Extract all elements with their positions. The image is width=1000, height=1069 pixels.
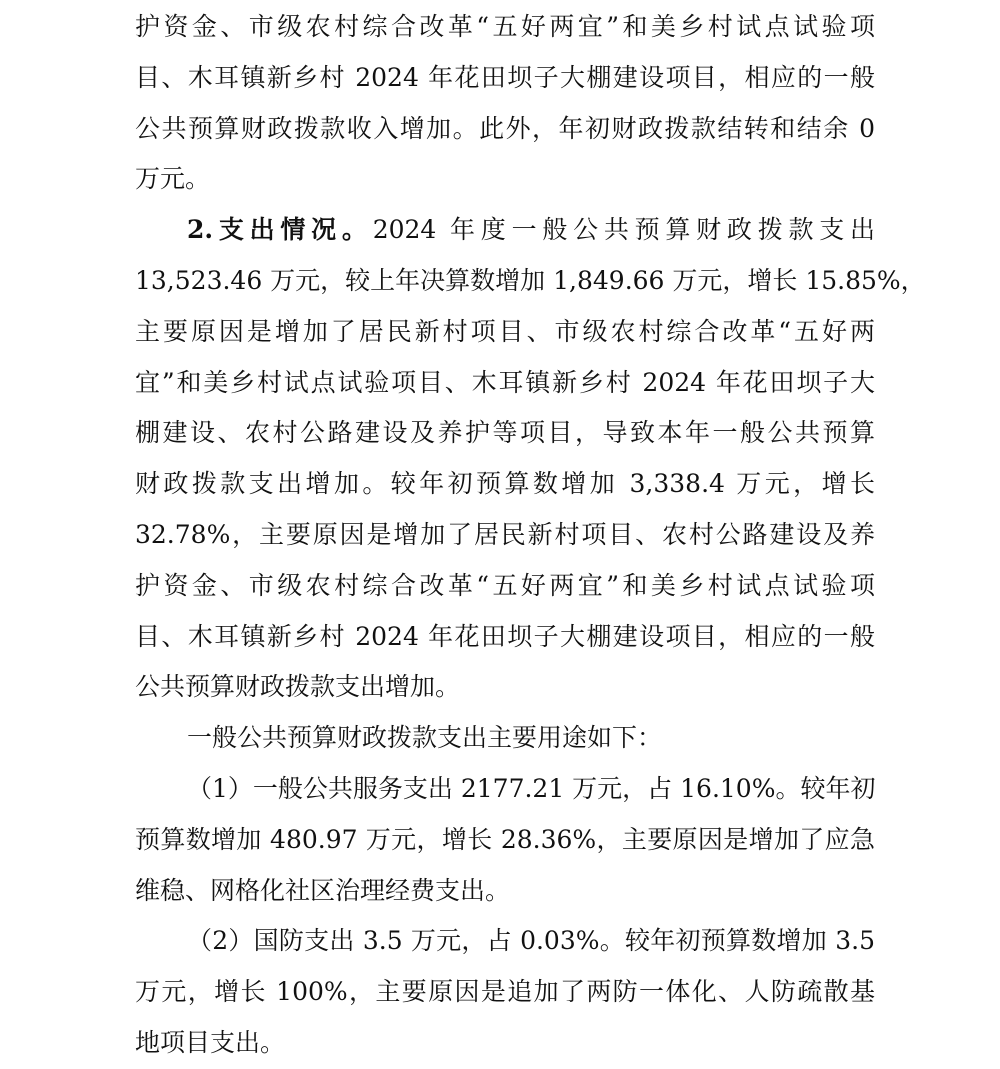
- text-line: 一般公共预算财政拨款支出主要用途如下：: [187, 723, 663, 753]
- text-line: 主要原因是增加了居民新村项目、市级农村综合改革“五好两: [135, 316, 875, 346]
- text-span: 2024 年度一般公共预算财政拨款支出: [372, 215, 875, 245]
- text-line: 公共预算财政拨款收入增加。此外，年初财政拨款结转和结余 0: [135, 113, 875, 143]
- text-line: 地项目支出。: [135, 1027, 286, 1057]
- paragraph-expenditure: [135, 203, 926, 711]
- text-line: 万元。: [135, 164, 211, 194]
- text-line: 公共预算财政拨款支出增加。: [135, 672, 461, 702]
- text-line: 护资金、市级农村综合改革“五好两宜”和美乡村试点试验项: [135, 570, 875, 600]
- text-line: 财政拨款支出增加。较年初预算数增加 3,338.4 万元，增长: [135, 469, 875, 499]
- paragraph-item-1: [135, 762, 875, 914]
- document-page: [135, 0, 926, 1067]
- text-line: 32.78%，主要原因是增加了居民新村项目、农村公路建设及养: [135, 519, 875, 549]
- paragraph-item-2: [135, 914, 875, 1066]
- text-line: 目、木耳镇新乡村 2024 年花田坝子大棚建设项目，相应的一般: [135, 621, 875, 651]
- section-heading: 2.支出情况。: [187, 215, 373, 245]
- text-line: （2）国防支出 3.5 万元，占 0.03%。较年初预算数增加 3.5: [187, 926, 875, 956]
- text-line-with-heading: [135, 203, 875, 254]
- text-line: 宜”和美乡村试点试验项目、木耳镇新乡村 2024 年花田坝子大: [135, 367, 875, 397]
- paragraph-uses-intro: [135, 711, 875, 762]
- text-line: 目、木耳镇新乡村 2024 年花田坝子大棚建设项目，相应的一般: [135, 62, 875, 92]
- text-line: 万元，增长 100%，主要原因是追加了两防一体化、人防疏散基: [135, 977, 875, 1007]
- text-line: 护资金、市级农村综合改革“五好两宜”和美乡村试点试验项: [135, 12, 875, 41]
- text-line: 预算数增加 480.97 万元，增长 28.36%，主要原因是增加了应急: [135, 824, 875, 854]
- text-line: 棚建设、农村公路建设及养护等项目，导致本年一般公共预算: [135, 418, 875, 448]
- paragraph-income-continuation: [135, 0, 875, 203]
- text-line: （1）一般公共服务支出 2177.21 万元，占 16.10%。较年初: [187, 773, 876, 803]
- text-line: 维稳、网格化社区治理经费支出。: [135, 875, 511, 905]
- text-line: 13,523.46 万元，较上年决算数增加 1,849.66 万元，增长 15.85%，: [135, 265, 926, 295]
